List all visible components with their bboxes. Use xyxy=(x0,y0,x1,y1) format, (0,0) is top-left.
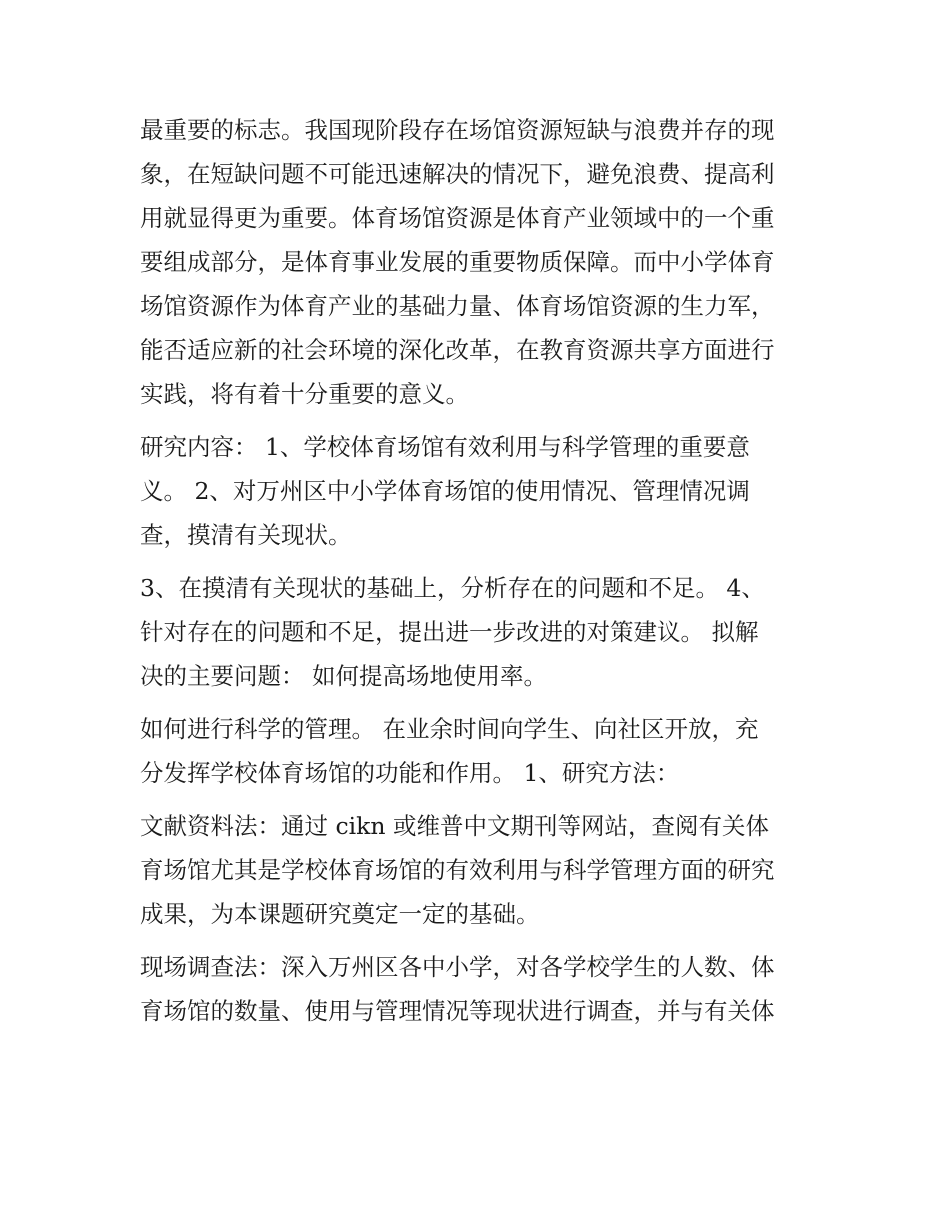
text-line: 成果，为本课题研究奠定一定的基础。 xyxy=(140,900,540,928)
text-line: 查，摸清有关现状。 xyxy=(140,521,352,549)
text-line: 象，在短缺问题不可能迅速解决的情况下，避免浪费、提高利 xyxy=(140,160,775,188)
text-line: 决的主要问题： 如何提高场地使用率。 xyxy=(140,662,547,690)
text-line: 如何进行科学的管理。 在业余时间向学生、向社区开放，充 xyxy=(140,715,759,743)
text-line: 文献资料法：通过 cikn 或维普中文期刊等网站，查阅有关体 xyxy=(140,812,769,840)
text-line: 实践，将有着十分重要的意义。 xyxy=(140,380,469,408)
paragraph-field-survey-method xyxy=(140,945,820,1033)
text-line: 针对存在的问题和不足，提出进一步改进的对策建议。 拟解 xyxy=(140,618,759,646)
text-line: 3、在摸清有关现状的基础上，分析存在的问题和不足。 4、 xyxy=(140,574,765,602)
text-line: 研究内容： 1、学校体育场馆有效利用与科学管理的重要意 xyxy=(140,433,750,461)
text-line: 最重要的标志。我国现阶段存在场馆资源短缺与浪费并存的现 xyxy=(140,116,775,144)
paragraph-management xyxy=(140,707,820,795)
text-line: 能否适应新的社会环境的深化改革，在教育资源共享方面进行 xyxy=(140,336,775,364)
paragraph-research-items xyxy=(140,566,820,698)
text-line: 要组成部分，是体育事业发展的重要物质保障。而中小学体育 xyxy=(140,248,775,276)
text-line: 用就显得更为重要。体育场馆资源是体育产业领域中的一个重 xyxy=(140,204,775,232)
text-line: 义。 2、对万州区中小学体育场馆的使用情况、管理情况调 xyxy=(140,477,750,505)
paragraph-research-content xyxy=(140,425,820,557)
text-line: 分发挥学校体育场馆的功能和作用。 1、研究方法： xyxy=(140,759,680,787)
text-line: 场馆资源作为体育产业的基础力量、体育场馆资源的生力军， xyxy=(140,292,775,320)
text-line: 现场调查法：深入万州区各中小学，对各学校学生的人数、体 xyxy=(140,953,775,981)
paragraph-literature-method xyxy=(140,804,820,936)
text-line: 育场馆尤其是学校体育场馆的有效利用与科学管理方面的研究 xyxy=(140,856,775,884)
document-body xyxy=(140,108,820,1042)
paragraph-background xyxy=(140,108,820,416)
text-line: 育场馆的数量、使用与管理情况等现状进行调查，并与有关体 xyxy=(140,997,775,1025)
